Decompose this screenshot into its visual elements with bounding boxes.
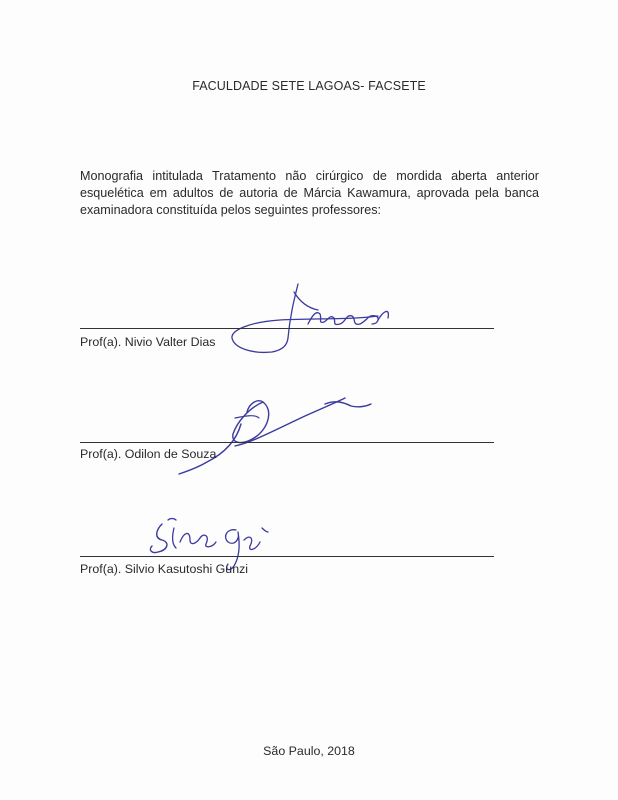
signature-line-1 xyxy=(80,328,494,329)
handwritten-signature-1 xyxy=(228,280,468,360)
institution-title: FACULDADE SETE LAGOAS- FACSETE xyxy=(192,79,426,93)
handwritten-signature-2 xyxy=(175,388,375,478)
approval-statement: Monografia intitulada Tratamento não cirúrgico de mordida aberta anterior esquelética em adultos de autoria de Márcia Kawamura, aprovada pela banca examinadora constituída pelos seguintes professores: xyxy=(80,169,539,217)
examiner-name-1: Prof(a). Nivio Valter Dias xyxy=(80,335,216,349)
signature-line-3 xyxy=(80,556,494,557)
examiner-signature-block-2 xyxy=(80,388,494,478)
examiner-name-3: Prof(a). Silvio Kasutoshi Gunzi xyxy=(80,562,249,576)
place-date: São Paulo, 2018 xyxy=(263,744,355,758)
examiner-signature-block-3 xyxy=(80,514,494,584)
examiner-signature-block-1 xyxy=(80,280,494,360)
examiner-name-2: Prof(a). Odilon de Souza xyxy=(80,447,217,461)
signature-line-2 xyxy=(80,442,494,443)
